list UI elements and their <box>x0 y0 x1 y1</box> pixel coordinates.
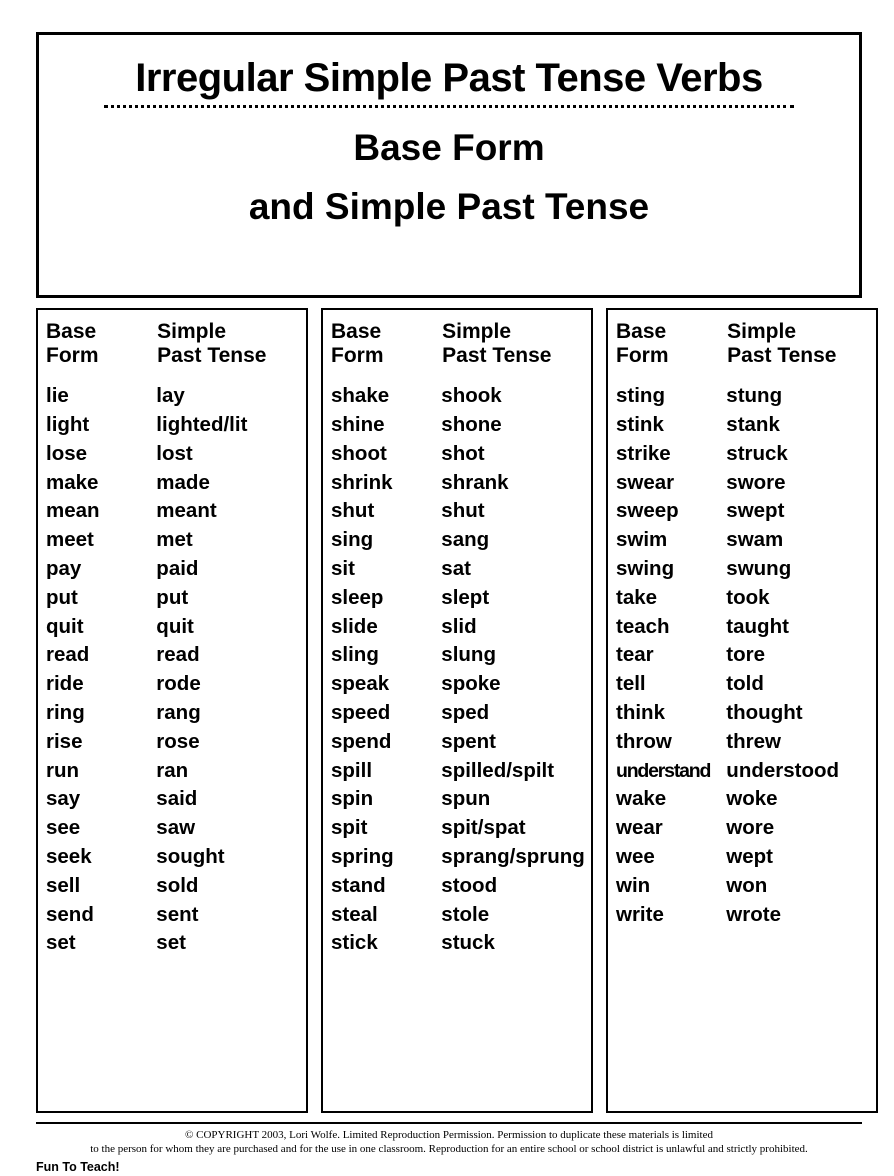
verb-base: win <box>616 873 651 897</box>
verb-row <box>331 555 591 584</box>
verb-base: tear <box>616 643 654 667</box>
verb-base: pay <box>46 557 82 581</box>
verb-rows <box>616 382 876 929</box>
verb-row <box>616 728 876 757</box>
verb-row <box>331 901 591 930</box>
brand-label: Fun To Teach! <box>36 1160 120 1174</box>
verb-base: swim <box>616 528 668 552</box>
verb-base: set <box>46 931 76 955</box>
verb-row <box>331 526 591 555</box>
verb-base: throw <box>616 729 672 753</box>
verb-past: sprang/sprung <box>441 845 585 869</box>
verb-past: paid <box>156 557 199 581</box>
verb-past: sang <box>441 528 490 552</box>
verb-past: woke <box>726 787 778 811</box>
verb-base: swear <box>616 470 675 494</box>
verb-past: lost <box>156 441 193 465</box>
column-header <box>616 320 876 368</box>
verb-base: make <box>46 470 99 494</box>
verb-base: tell <box>616 672 646 696</box>
verb-past: rose <box>156 729 200 753</box>
verb-row <box>46 757 306 786</box>
verb-past: spoke <box>441 672 501 696</box>
verb-past: swore <box>726 470 786 494</box>
verb-row <box>46 843 306 872</box>
verb-past: sat <box>441 557 471 581</box>
verb-row <box>616 382 876 411</box>
verb-past: stood <box>441 873 498 897</box>
verb-row <box>46 728 306 757</box>
verb-past: shrank <box>441 470 509 494</box>
verb-past: slid <box>441 614 477 638</box>
verb-row <box>46 497 306 526</box>
verb-base: wee <box>616 845 655 869</box>
verb-past: set <box>156 931 186 955</box>
header-past-line1: Simple <box>727 320 796 343</box>
verb-past: rode <box>156 672 201 696</box>
verb-past: wept <box>726 845 773 869</box>
header-past-line2: Past Tense <box>442 344 552 368</box>
verb-row <box>46 785 306 814</box>
verb-row <box>331 382 591 411</box>
verb-row <box>46 613 306 642</box>
page-title: Irregular Simple Past Tense Verbs <box>135 56 763 100</box>
verb-base: stink <box>616 413 664 437</box>
verb-base: think <box>616 701 665 725</box>
verb-base: understand <box>616 759 711 782</box>
verb-row <box>331 699 591 728</box>
verb-row <box>616 901 876 930</box>
verb-base: swing <box>616 557 675 581</box>
verb-past: told <box>726 672 764 696</box>
verb-base: shake <box>331 384 390 408</box>
verb-base: read <box>46 643 90 667</box>
verb-past: sold <box>156 873 199 897</box>
verb-row <box>46 699 306 728</box>
verb-row <box>616 613 876 642</box>
verb-row <box>616 555 876 584</box>
verb-base: ring <box>46 701 85 725</box>
verb-row <box>616 584 876 613</box>
verb-row <box>616 670 876 699</box>
verb-base: lose <box>46 441 88 465</box>
verb-base: spring <box>331 845 394 869</box>
column-header <box>331 320 591 368</box>
verb-base: wear <box>616 816 663 840</box>
verb-past: sent <box>156 902 199 926</box>
verb-past: spent <box>441 729 496 753</box>
verb-past: stuck <box>441 931 495 955</box>
verb-base: write <box>616 902 664 926</box>
verb-base: sling <box>331 643 379 667</box>
verb-base: shine <box>331 413 385 437</box>
verb-past: stung <box>726 384 783 408</box>
copyright-line-1: © COPYRIGHT 2003, Lori Wolfe. Limited Reproduction Permission. Permission to duplicate these materials is limited <box>185 1129 713 1141</box>
verb-past: read <box>156 643 200 667</box>
header-base-line1: Base <box>46 320 97 343</box>
verb-row <box>46 929 306 958</box>
verb-past: met <box>156 528 193 552</box>
verb-base: spend <box>331 729 392 753</box>
header-base-line1: Base <box>616 320 667 343</box>
verb-base: wake <box>616 787 667 811</box>
verb-row <box>46 901 306 930</box>
verb-row <box>616 411 876 440</box>
verb-row <box>616 872 876 901</box>
verb-row <box>46 584 306 613</box>
verb-past: shone <box>441 413 502 437</box>
verb-past: rang <box>156 701 201 725</box>
verb-row <box>331 613 591 642</box>
verb-row <box>616 440 876 469</box>
verb-past: slept <box>441 585 490 609</box>
verb-row <box>46 641 306 670</box>
header-past-line1: Simple <box>157 320 226 343</box>
verb-row <box>616 699 876 728</box>
verb-base: run <box>46 758 80 782</box>
verb-columns <box>36 308 862 1113</box>
verb-row <box>331 440 591 469</box>
verb-row <box>46 382 306 411</box>
verb-base: sweep <box>616 499 679 523</box>
verb-row <box>46 469 306 498</box>
verb-row <box>331 872 591 901</box>
title-divider <box>104 105 794 108</box>
verb-past: threw <box>726 729 781 753</box>
verb-past: saw <box>156 816 196 840</box>
verb-past: sought <box>156 845 225 869</box>
verb-row <box>46 872 306 901</box>
verb-row <box>46 411 306 440</box>
verb-row <box>616 843 876 872</box>
verb-past: made <box>156 470 210 494</box>
copyright-notice <box>36 1128 862 1156</box>
verb-base: spit <box>331 816 368 840</box>
verb-base: shoot <box>331 441 387 465</box>
verb-base: spill <box>331 758 373 782</box>
verb-base: slide <box>331 614 378 638</box>
page-subtitle-2: and Simple Past Tense <box>248 185 650 227</box>
verb-past: tore <box>726 643 766 667</box>
verb-base: sit <box>331 557 355 581</box>
verb-row <box>616 526 876 555</box>
verb-row <box>616 814 876 843</box>
verb-base: put <box>46 585 78 609</box>
verb-past: understood <box>726 758 840 782</box>
verb-row <box>331 469 591 498</box>
verb-column-3 <box>606 308 878 1113</box>
title-box <box>36 32 862 298</box>
verb-row <box>331 728 591 757</box>
verb-base: lie <box>46 384 69 408</box>
verb-row <box>616 497 876 526</box>
verb-row <box>331 785 591 814</box>
verb-column-2 <box>321 308 593 1113</box>
verb-row <box>331 757 591 786</box>
header-base-line2: Form <box>331 344 384 368</box>
verb-base: sleep <box>331 585 384 609</box>
copyright-line-2: to the person for whom they are purchased and for the use in one classroom. Reproduction for an entire school or school district is unlawful and strictly prohibited. <box>90 1143 808 1155</box>
verb-base: shrink <box>331 470 393 494</box>
verb-base: ride <box>46 672 84 696</box>
verb-base: light <box>46 413 90 437</box>
verb-past: meant <box>156 499 217 523</box>
verb-past: taught <box>726 614 789 638</box>
verb-base: quit <box>46 614 84 638</box>
column-header <box>46 320 306 368</box>
verb-past: swung <box>726 557 792 581</box>
verb-base: speed <box>331 701 391 725</box>
verb-base: shut <box>331 499 375 523</box>
verb-base: mean <box>46 499 100 523</box>
verb-past: lighted/lit <box>156 413 248 437</box>
verb-past: spun <box>441 787 491 811</box>
verb-past: lay <box>156 384 185 408</box>
verb-past: stole <box>441 902 490 926</box>
verb-row <box>616 641 876 670</box>
verb-row <box>331 497 591 526</box>
verb-rows <box>331 382 591 958</box>
verb-base: rise <box>46 729 83 753</box>
verb-past: thought <box>726 701 803 725</box>
verb-base: seek <box>46 845 92 869</box>
verb-row <box>331 411 591 440</box>
verb-past: quit <box>156 614 194 638</box>
verb-base: send <box>46 902 94 926</box>
verb-past: stank <box>726 413 780 437</box>
verb-past: spit/spat <box>441 816 526 840</box>
verb-base: sing <box>331 528 374 552</box>
verb-row <box>331 843 591 872</box>
verb-base: teach <box>616 614 670 638</box>
page-subtitle-1: Base Form <box>353 127 545 168</box>
verb-base: speak <box>331 672 390 696</box>
verb-rows <box>46 382 306 958</box>
header-past-line2: Past Tense <box>157 344 267 368</box>
verb-past: shook <box>441 384 502 408</box>
verb-column-1 <box>36 308 308 1113</box>
verb-base: say <box>46 787 81 811</box>
verb-past: took <box>726 585 770 609</box>
verb-base: stick <box>331 931 378 955</box>
header-base-line1: Base <box>331 320 382 343</box>
verb-row <box>331 641 591 670</box>
verb-base: sting <box>616 384 665 408</box>
verb-row <box>46 670 306 699</box>
verb-base: sell <box>46 873 81 897</box>
verb-row <box>331 670 591 699</box>
header-base-line2: Form <box>616 344 669 368</box>
verb-row <box>331 929 591 958</box>
verb-row <box>331 814 591 843</box>
verb-past: slung <box>441 643 496 667</box>
verb-past: shut <box>441 499 485 523</box>
verb-row <box>46 526 306 555</box>
verb-past: struck <box>726 441 788 465</box>
verb-base: steal <box>331 902 378 926</box>
footer-divider <box>36 1122 862 1124</box>
verb-past: wrote <box>726 902 781 926</box>
verb-past: said <box>156 787 198 811</box>
verb-past: put <box>156 585 189 609</box>
verb-base: see <box>46 816 81 840</box>
verb-past: spilled/spilt <box>441 758 555 782</box>
verb-past: wore <box>726 816 775 840</box>
verb-row <box>46 440 306 469</box>
verb-past: won <box>726 873 768 897</box>
verb-row <box>46 555 306 584</box>
verb-base: strike <box>616 441 671 465</box>
header-past-line2: Past Tense <box>727 344 837 368</box>
verb-row <box>616 785 876 814</box>
header-past-line1: Simple <box>442 320 511 343</box>
verb-row <box>46 814 306 843</box>
verb-base: meet <box>46 528 94 552</box>
verb-base: take <box>616 585 658 609</box>
verb-past: shot <box>441 441 485 465</box>
verb-base: stand <box>331 873 386 897</box>
verb-past: swam <box>726 528 784 552</box>
verb-past: sped <box>441 701 490 725</box>
verb-row <box>616 757 876 786</box>
verb-row <box>616 469 876 498</box>
header-base-line2: Form <box>46 344 99 368</box>
verb-base: spin <box>331 787 374 811</box>
verb-row <box>331 584 591 613</box>
verb-past: swept <box>726 499 785 523</box>
verb-past: ran <box>156 758 189 782</box>
